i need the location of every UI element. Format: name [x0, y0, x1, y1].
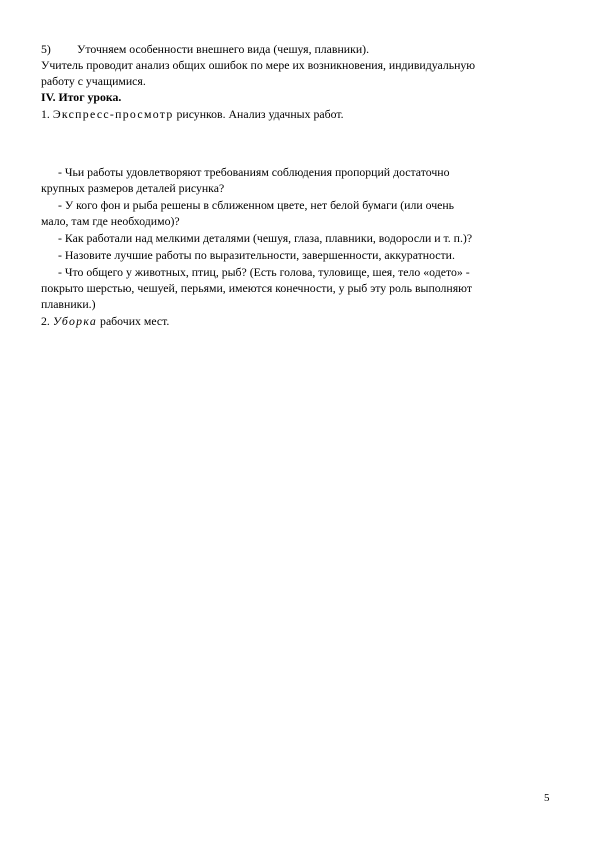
- question-5-line-3: плавники.): [41, 297, 96, 311]
- list-item-5-number: 5): [41, 42, 51, 56]
- step-2: [41, 313, 169, 329]
- question-1-line-1: - Чьи работы удовлетворяют требованиям соблюдения пропорций достаточно: [58, 165, 450, 179]
- list-item-5-text: Уточняем особенности внешнего вида (чешуя, плавники).: [77, 42, 370, 56]
- step-2-prefix: 2.: [41, 314, 50, 328]
- teacher-paragraph-line-2: работу с учащимися.: [41, 74, 146, 88]
- page-number: 5: [544, 792, 550, 804]
- question-2-line-1: - У кого фон и рыба решены в сближенном цвете, нет белой бумаги (или очень: [58, 198, 455, 212]
- question-1-line-2: крупных размеров деталей рисунка?: [41, 181, 225, 195]
- question-3: - Как работали над мелкими деталями (чешуя, глаза, плавники, водоросли и т. п.)?: [58, 231, 473, 245]
- section-heading: IV. Итог урока.: [41, 90, 122, 104]
- question-5-line-1: - Что общего у животных, птиц, рыб? (Есть голова, туловище, шея, тело «одето» -: [58, 265, 470, 279]
- question-2-line-2: мало, там где необходимо)?: [41, 214, 180, 228]
- step-1-emphasis: Экспресс-просмотр: [52, 107, 174, 121]
- question-5-line-2: покрыто шерстью, чешуей, перьями, имеются конечности, у рыб эту роль выполняют: [41, 281, 472, 295]
- step-2-emphasis: Уборка: [52, 314, 98, 328]
- question-4: - Назовите лучшие работы по выразительности, завершенности, аккуратности.: [58, 248, 455, 262]
- step-1-prefix: 1.: [41, 107, 50, 121]
- list-item-5: [41, 41, 369, 57]
- teacher-paragraph-line-1: Учитель проводит анализ общих ошибок по мере их возникновения, индивидуальную: [41, 58, 476, 72]
- step-2-rest: рабочих мест.: [100, 314, 170, 328]
- step-1: [41, 106, 344, 122]
- step-1-rest: рисунков. Анализ удачных работ.: [176, 107, 344, 121]
